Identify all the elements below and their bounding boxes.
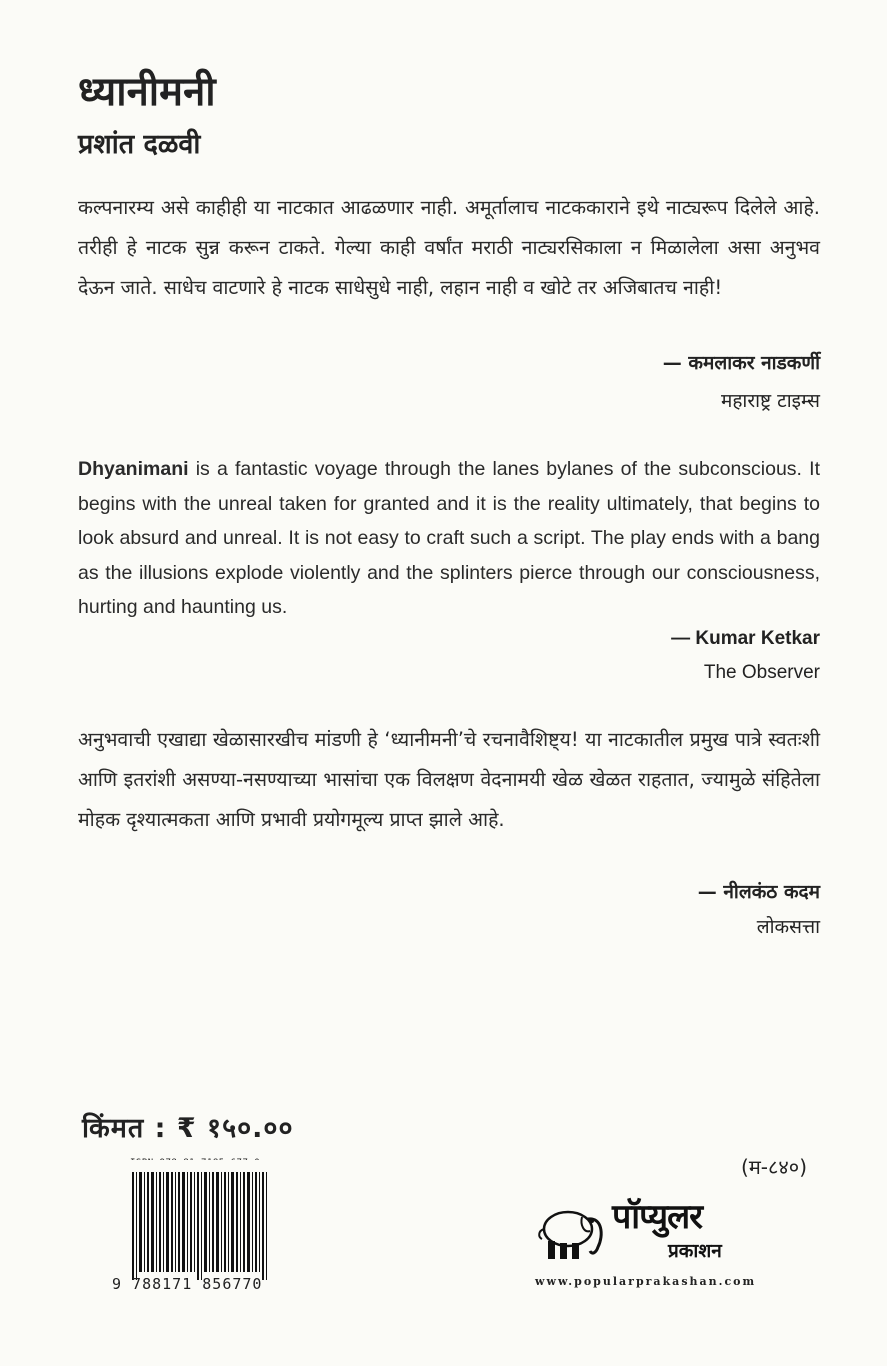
review-2-source: The Observer xyxy=(703,662,820,683)
elephant-icon xyxy=(532,1195,610,1269)
review-2-body: is a fantastic voyage through the lanes bylanes of the subconscious. It begins with the unreal taken for granted and it is the reality ultimately, that begins to look absurd and unreal. It is not easy to craft such a script. The play ends with a bang as the illusions explode violently and the splinters pierce through our consciousness, hurting and haunting us. xyxy=(78,458,820,618)
book-author: प्रशांत दळवी xyxy=(78,129,201,160)
review-2-attribution: — Kumar Ketkar xyxy=(671,628,820,649)
publisher-website: www.popularprakashan.com xyxy=(535,1275,757,1288)
price-label: किंमत : ₹ १५०.०० xyxy=(82,1113,294,1144)
barcode-icon xyxy=(128,1160,276,1292)
review-2-text xyxy=(78,452,820,625)
publisher-subname: प्रकाशन xyxy=(668,1240,722,1262)
review-3-attribution: — नीलकंठ कदम xyxy=(697,881,820,903)
review-2-lead: Dhyanimani xyxy=(78,458,189,480)
review-3-source: लोकसत्ता xyxy=(756,916,820,938)
review-1-text: कल्पनारम्य असे काहीही या नाटकात आढळणार नाही. अमूर्तालाच नाटककाराने इथे नाट्यरूप दिलेले आहे. तरीही हे नाटक सुन्न करून टाकते. गेल्या काही वर्षांत मराठी नाट्यरसिकाला न मिळालेला असा अनुभव देऊन जाते. साधेच वाटणारे हे नाटक साधेसुधे नाही, लहान नाही व खोटे तर अजिबातच नाही! xyxy=(78,196,820,299)
review-3-text: अनुभवाची एखाद्या खेळासारखीच मांडणी हे ‘ध्यानीमनी’चे रचनावैशिष्ट्य! या नाटकातील प्रमुख पात्रे स्वतःशी आणि इतरांशी असण्या-नसण्याच्या भासांचा एक विलक्षण वेदनामयी खेळ खेळत राहतात, ज्यामुळे संहितेला मोहक दृश्यात्मकता आणि प्रभावी प्रयोगमूल्य प्राप्त झाले आहे. xyxy=(78,728,820,831)
barcode-digits: 9 788171 856770 xyxy=(112,1275,263,1293)
review-1-source: महाराष्ट्र टाइम्स xyxy=(720,390,820,412)
book-title: ध्यानीमनी xyxy=(78,69,216,115)
catalog-code: (म-८४०) xyxy=(741,1155,807,1179)
review-1-attribution: — कमलाकर नाडकर्णी xyxy=(662,352,820,374)
publisher-name: पॉप्युलर xyxy=(612,1197,703,1237)
